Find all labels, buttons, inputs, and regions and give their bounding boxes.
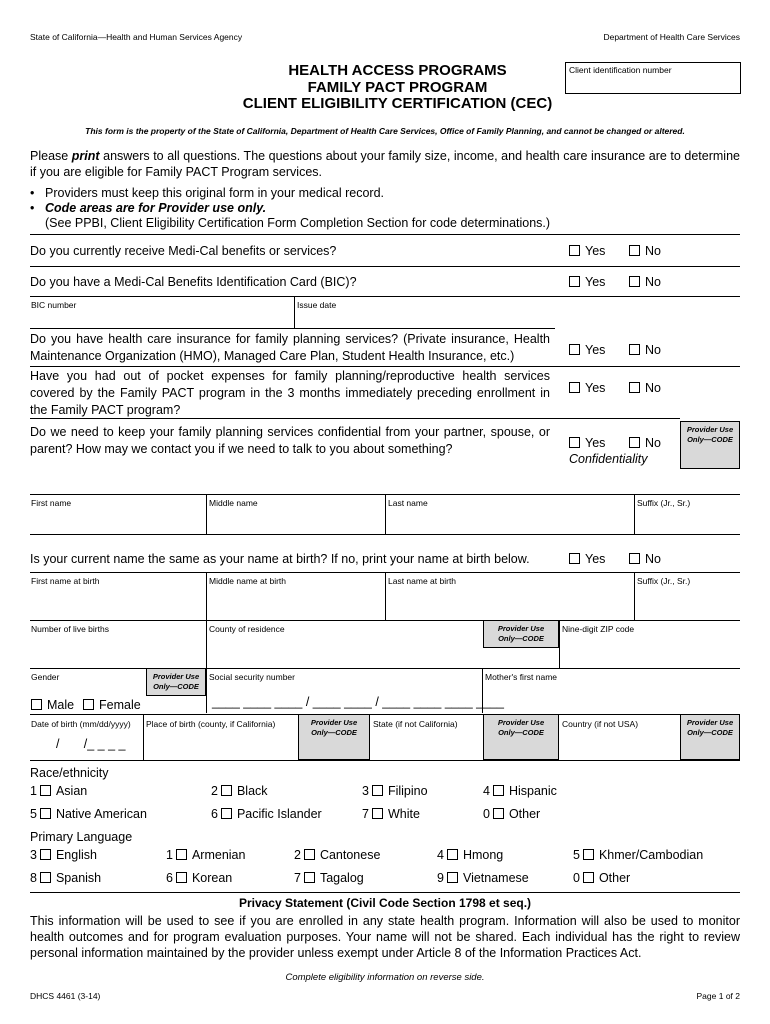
county-label: County of residence	[209, 624, 285, 634]
male-label: Male	[47, 698, 75, 712]
race-option-pacific-islander[interactable]	[211, 807, 322, 821]
checkbox[interactable]	[372, 808, 383, 819]
no-label: No	[645, 381, 661, 395]
provider-use-line1: Provider Use	[310, 718, 358, 727]
middle-name-input[interactable]	[207, 508, 384, 533]
title-line-2: FAMILY PACT PROGRAM	[307, 79, 488, 96]
bullet-1: Providers must keep this original form in your medical record.	[45, 186, 385, 200]
option-code: 6	[211, 807, 218, 821]
no-label: No	[645, 244, 661, 258]
insurance-no-checkbox[interactable]	[629, 344, 640, 355]
intro-print: print	[71, 149, 100, 163]
ssn-label: Social security number	[209, 672, 295, 682]
checkbox[interactable]	[40, 808, 51, 819]
option-label: Khmer/Cambodian	[598, 848, 704, 862]
race-option-hispanic[interactable]	[483, 784, 557, 798]
mother-first-name-input[interactable]	[484, 684, 740, 712]
issue-date-label: Issue date	[297, 300, 337, 310]
issue-date-input[interactable]	[296, 298, 554, 328]
yes-label: Yes	[585, 381, 606, 395]
intro-rest: answers to all questions. The questions about your family size, income, and health care insurance are to determine if you are eligible for Family PACT Program services.	[30, 149, 740, 179]
language-option-other[interactable]	[573, 871, 630, 885]
provider-use-code-county[interactable]	[483, 620, 559, 648]
option-code: 4	[483, 784, 490, 798]
provider-use-line2: Only—CODE	[687, 435, 733, 444]
provider-use-line1: Provider Use	[152, 672, 200, 681]
race-option-asian[interactable]	[30, 784, 87, 798]
name-at-birth-no-checkbox[interactable]	[629, 553, 640, 564]
ssn-input[interactable]: ____ ____ ____ / ____ ____ / ____ ____ ____ ____	[212, 695, 504, 709]
option-code: 1	[30, 784, 37, 798]
confidential-yes-checkbox[interactable]	[569, 437, 580, 448]
client-id-label: Client identification number	[569, 65, 672, 75]
option-code: 0	[573, 871, 580, 885]
last-name-birth-label: Last name at birth	[388, 576, 457, 586]
client-id-field[interactable]	[565, 62, 741, 94]
divider	[30, 266, 740, 267]
first-name-birth-input[interactable]	[30, 587, 205, 619]
checkbox[interactable]	[447, 849, 458, 860]
last-name-input[interactable]	[386, 508, 633, 533]
first-name-input[interactable]	[30, 508, 205, 533]
divider	[30, 234, 740, 235]
zip-label: Nine-digit ZIP code	[562, 624, 635, 634]
out-of-pocket-options	[569, 381, 661, 395]
divider	[206, 668, 207, 713]
option-label: Pacific Islander	[236, 807, 322, 821]
first-name-label: First name	[31, 498, 72, 508]
provider-use-line1: Provider Use	[686, 425, 734, 434]
question-bic: Do you have a Medi-Cal Benefits Identification Card (BIC)?	[30, 275, 357, 289]
agency-name: State of California—Health and Human Services Agency	[30, 32, 243, 42]
option-code: 9	[437, 871, 444, 885]
no-label: No	[645, 275, 661, 289]
question-name-at-birth: Is your current name the same as your name at birth? If no, print your name at birth below.	[30, 552, 530, 566]
checkbox[interactable]	[447, 872, 458, 883]
checkbox[interactable]	[493, 785, 504, 796]
language-label: Primary Language	[30, 830, 133, 844]
option-label: Hmong	[462, 848, 504, 862]
provider-use-line2: Only—CODE	[498, 634, 544, 643]
race-option-filipino[interactable]	[362, 784, 428, 798]
race-label: Race/ethnicity	[30, 766, 109, 780]
option-code: 6	[166, 871, 173, 885]
name-at-birth-options	[569, 552, 661, 566]
race-option-native-american[interactable]	[30, 807, 147, 821]
option-label: Korean	[191, 871, 233, 885]
question-confidential: Do we need to keep your family planning services confidential from your partner, spouse, or parent? How may we contact you if we need to talk to you about something?	[30, 425, 550, 456]
suffix-birth-label: Suffix (Jr., Sr.)	[637, 576, 691, 586]
divider	[30, 668, 740, 669]
live-births-label: Number of live births	[31, 624, 109, 634]
option-label: Spanish	[55, 871, 102, 885]
checkbox[interactable]	[304, 872, 315, 883]
checkbox[interactable]	[493, 808, 504, 819]
last-name-label: Last name	[388, 498, 428, 508]
bic-yes-checkbox[interactable]	[569, 276, 580, 287]
provider-use-line2: Only—CODE	[311, 728, 357, 737]
checkbox[interactable]	[176, 872, 187, 883]
option-label: Native American	[55, 807, 147, 821]
option-code: 3	[30, 848, 37, 862]
option-code: 4	[437, 848, 444, 862]
option-label: Tagalog	[319, 871, 364, 885]
option-label: Vietnamese	[462, 871, 529, 885]
yes-label: Yes	[585, 244, 606, 258]
option-label: Asian	[55, 784, 88, 798]
divider	[30, 620, 740, 621]
out-of-pocket-no-checkbox[interactable]	[629, 382, 640, 393]
pob-input[interactable]	[145, 730, 297, 759]
no-label: No	[645, 436, 661, 450]
provider-use-line1: Provider Use	[497, 718, 545, 727]
checkbox[interactable]	[40, 849, 51, 860]
option-label: Armenian	[191, 848, 246, 862]
checkbox[interactable]	[221, 808, 232, 819]
no-label: No	[645, 552, 661, 566]
checkbox[interactable]	[176, 849, 187, 860]
insurance-options	[569, 343, 661, 357]
divider	[30, 760, 740, 761]
divider	[30, 892, 740, 893]
bullet-2: Code areas are for Provider use only.	[45, 201, 267, 215]
provider-use-code-pob[interactable]	[298, 714, 370, 760]
female-checkbox[interactable]	[83, 699, 94, 710]
bic-no-checkbox[interactable]	[629, 276, 640, 287]
question-insurance: Do you have health care insurance for family planning services? (Private insurance, Health Maintenance Organization (HMO), Managed Care Plan, Student Health Insurance, etc.)	[30, 332, 550, 363]
race-option-white[interactable]	[362, 807, 420, 821]
divider	[30, 328, 555, 329]
reverse-note: Complete eligibility information on reverse side.	[285, 972, 485, 983]
checkbox[interactable]	[583, 872, 594, 883]
confidential-options	[569, 436, 661, 450]
divider	[30, 534, 740, 535]
language-option-spanish[interactable]	[30, 871, 101, 885]
gender-options	[31, 698, 141, 712]
option-code: 8	[30, 871, 37, 885]
male-checkbox[interactable]	[31, 699, 42, 710]
race-option-other[interactable]	[483, 807, 540, 821]
middle-name-label: Middle name	[209, 498, 258, 508]
provider-use-code-state[interactable]	[483, 714, 559, 760]
question-out-of-pocket: Have you had out of pocket expenses for family planning/reproductive health services covered by the Family PACT program in the 3 months immediately preceding enrollment in the Family PACT program?	[30, 369, 550, 417]
dob-input[interactable]: / /_ _ _ _	[56, 737, 126, 751]
county-input[interactable]	[207, 636, 482, 667]
bullet-2-note: (See PPBI, Client Eligibility Certification Form Completion Section for code determinations.)	[45, 216, 551, 230]
provider-use-line2: Only—CODE	[687, 728, 733, 737]
checkbox[interactable]	[372, 785, 383, 796]
intro-please: Please	[30, 149, 72, 163]
language-option-hmong[interactable]	[437, 848, 503, 862]
option-code: 2	[294, 848, 301, 862]
language-option-cantonese[interactable]	[294, 848, 380, 862]
out-of-pocket-yes-checkbox[interactable]	[569, 382, 580, 393]
provider-use-code-country[interactable]	[680, 714, 740, 760]
option-code: 0	[483, 807, 490, 821]
divider	[294, 296, 295, 328]
option-label: Filipino	[387, 784, 428, 798]
option-code: 2	[211, 784, 218, 798]
provider-use-line2: Only—CODE	[498, 728, 544, 737]
language-option-tagalog[interactable]	[294, 871, 364, 885]
checkbox[interactable]	[583, 849, 594, 860]
dob-label: Date of birth (mm/dd/yyyy)	[31, 719, 131, 729]
yes-label: Yes	[585, 343, 606, 357]
option-label: White	[387, 807, 420, 821]
provider-use-line1: Provider Use	[497, 624, 545, 633]
property-notice: This form is the property of the State of California, Department of Health Care Services, Office of Family Planning, and cannot be changed or altered.	[85, 126, 685, 136]
insurance-yes-checkbox[interactable]	[569, 344, 580, 355]
last-name-birth-input[interactable]	[386, 587, 633, 619]
race-option-black[interactable]	[211, 784, 268, 798]
option-code: 7	[294, 871, 301, 885]
gender-label: Gender	[31, 672, 60, 682]
suffix-birth-input[interactable]	[635, 587, 740, 619]
provider-use-line2: Only—CODE	[153, 682, 199, 691]
divider	[30, 714, 740, 715]
checkbox[interactable]	[40, 872, 51, 883]
name-at-birth-yes-checkbox[interactable]	[569, 553, 580, 564]
question-medi-cal: Do you currently receive Medi-Cal benefits or services?	[30, 244, 337, 258]
state-input[interactable]	[371, 730, 482, 759]
language-option-vietnamese[interactable]	[437, 871, 529, 885]
female-label: Female	[99, 698, 141, 712]
option-code: 1	[166, 848, 173, 862]
medi-cal-yes-checkbox[interactable]	[569, 245, 580, 256]
checkbox[interactable]	[40, 785, 51, 796]
option-label: Other	[508, 807, 541, 821]
title-line-1: HEALTH ACCESS PROGRAMS	[288, 62, 507, 79]
option-label: English	[55, 848, 97, 862]
intro-paragraph	[30, 148, 740, 180]
department-name: Department of Health Care Services	[603, 32, 740, 42]
first-name-birth-label: First name at birth	[31, 576, 100, 586]
option-code: 5	[30, 807, 37, 821]
language-option-korean[interactable]	[166, 871, 232, 885]
yes-label: Yes	[585, 275, 606, 289]
form-number: DHCS 4461 (3-14)	[30, 991, 101, 1001]
yes-label: Yes	[585, 552, 606, 566]
divider	[143, 714, 144, 760]
medi-cal-no-checkbox[interactable]	[629, 245, 640, 256]
confidential-no-checkbox[interactable]	[629, 437, 640, 448]
privacy-heading: Privacy Statement (Civil Code Section 1798 et seq.)	[238, 896, 532, 910]
country-input[interactable]	[560, 730, 679, 759]
provider-use-code-gender[interactable]	[146, 668, 206, 696]
checkbox[interactable]	[221, 785, 232, 796]
bic-number-label: BIC number	[31, 300, 77, 310]
option-code: 7	[362, 807, 369, 821]
divider	[30, 418, 680, 419]
option-label: Black	[236, 784, 268, 798]
option-label: Other	[598, 871, 631, 885]
divider	[30, 366, 740, 367]
confidentiality-label: Confidentiality	[569, 452, 648, 466]
divider	[30, 296, 740, 297]
suffix-input[interactable]	[635, 508, 740, 533]
live-births-input[interactable]	[30, 636, 205, 667]
pob-label: Place of birth (county, if California)	[146, 719, 276, 729]
language-option-english[interactable]	[30, 848, 97, 862]
language-option-khmer[interactable]	[573, 848, 703, 862]
state-label: State (if not California)	[373, 719, 458, 729]
divider	[482, 668, 483, 713]
page-title: CLIENT ELIGIBILITY CERTIFICATION (CEC)	[242, 95, 553, 112]
zip-input[interactable]	[560, 636, 740, 667]
country-label: Country (if not USA)	[562, 719, 639, 729]
no-label: No	[645, 343, 661, 357]
option-code: 3	[362, 784, 369, 798]
yes-label: Yes	[585, 436, 606, 450]
mother-first-name-label: Mother's first name	[485, 672, 558, 682]
provider-use-code-confidentiality[interactable]	[680, 421, 740, 469]
option-code: 5	[573, 848, 580, 862]
language-option-armenian[interactable]	[166, 848, 245, 862]
bic-number-input[interactable]	[30, 298, 293, 328]
middle-name-birth-label: Middle name at birth	[209, 576, 287, 586]
medi-cal-options	[569, 244, 661, 258]
provider-use-line1: Provider Use	[686, 718, 734, 727]
middle-name-birth-input[interactable]	[207, 587, 384, 619]
option-label: Cantonese	[319, 848, 381, 862]
page-number: Page 1 of 2	[696, 991, 740, 1001]
privacy-text: This information will be used to see if you are enrolled in any state health program. Information will also be used to monitor health outcomes and for program evaluation purposes. Your name will not be shared. Each individual has the right to review personal information maintained by the provider unless exempt under Article 8 of the Information Practices Act.	[30, 914, 740, 960]
checkbox[interactable]	[304, 849, 315, 860]
bic-options	[569, 275, 661, 289]
option-label: Hispanic	[508, 784, 557, 798]
suffix-label: Suffix (Jr., Sr.)	[637, 498, 691, 508]
intro-bullets: • Providers must keep this original form in your medical record. • Code areas are for Provider use only. (See PPBI, Client Eligibility Certification Form Completion Section for code determinations.)	[30, 186, 551, 230]
